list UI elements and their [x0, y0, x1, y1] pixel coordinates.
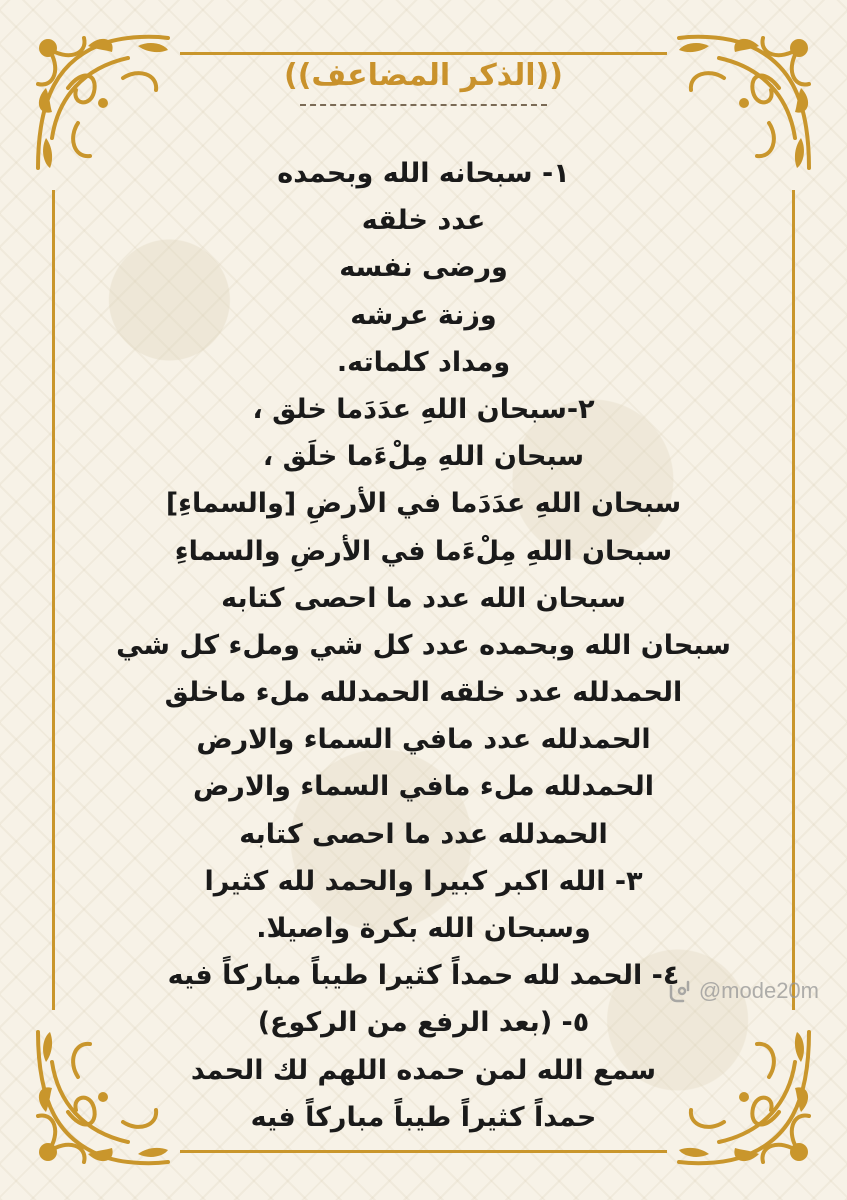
text-line: وزنة عرشه: [350, 299, 497, 331]
text-line: حمداً كثيراً طيباً مباركاً فيه: [250, 1101, 597, 1133]
text-line: ورضى نفسه: [339, 252, 508, 284]
text-line: سبحان اللهِ مِلْءَما خلَق ،: [262, 441, 585, 473]
text-line: الحمدلله عدد مافي السماء والارض: [196, 724, 651, 756]
text-line: سمع الله لمن حمده اللهم لك الحمد: [190, 1054, 657, 1086]
text-line: ١- سبحانه الله وبحمده: [277, 158, 570, 189]
watermark-handle: @mode20m: [698, 978, 819, 1003]
link-icon: [667, 978, 693, 1004]
text-line: الحمدلله عدد خلقه الحمدلله ملء ماخلق: [164, 677, 683, 709]
text-line: عدد خلقه: [361, 205, 486, 237]
text-line: سبحان الله وبحمده عدد كل شي وملء كل شي: [116, 629, 731, 661]
text-line: ٥- (بعد الرفع من الركوع): [257, 1007, 590, 1039]
text-line: وسبحان الله بكرة واصيلا.: [256, 913, 591, 944]
text-line: سبحان اللهِ مِلْءَما في الأرضِ والسماءِ: [174, 535, 673, 567]
text-line: ٤- الحمد لله حمداً كثيرا طيباً مباركاً فيه: [167, 960, 680, 992]
text-line: الحمدلله ملء مافي السماء والارض: [192, 771, 655, 803]
text-line: سبحان اللهِ عدَدَما في الأرضِ [والسماءِ]: [165, 488, 682, 520]
text-line: ٣- الله اكبر كبيرا والحمد لله كثيرا: [204, 865, 643, 897]
frame-top-border: [180, 52, 667, 55]
text-line: سبحان الله عدد ما احصى كتابه: [221, 582, 626, 614]
text-line: الحمدلله عدد ما احصى كتابه: [239, 818, 608, 850]
text-line: ٢-سبحان اللهِ عدَدَما خلق ،: [252, 393, 595, 425]
title-divider: [300, 104, 547, 106]
text-line: ومداد كلماته.: [336, 346, 511, 378]
page-title: ((الذكر المضاعف)): [284, 58, 563, 93]
watermark: [667, 978, 819, 1004]
frame-bottom-border: [180, 1150, 667, 1153]
